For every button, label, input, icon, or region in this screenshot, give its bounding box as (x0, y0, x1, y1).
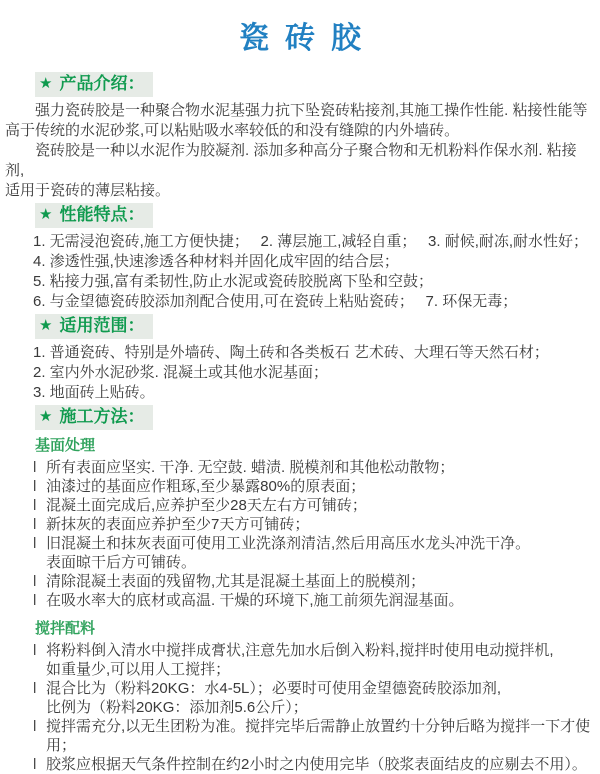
subsection-title: 搅拌配料 (35, 620, 96, 637)
scope-line: 2. 室内外水泥砂浆. 混凝土或其他水泥基面； (33, 364, 329, 381)
bullet-text (46, 717, 595, 755)
section-header-intro (35, 72, 595, 97)
list-bullet: l (33, 516, 37, 533)
star-icon: ★ (39, 75, 53, 92)
bullet-line: 混合比为（粉料20KG：水4-5L）；必要时可使用金望德瓷砖胶添加剂, (46, 680, 502, 697)
list-bullet: l (33, 573, 37, 590)
bullet-item (33, 755, 595, 774)
section-header-badge (35, 203, 153, 228)
bullet-item (33, 515, 595, 534)
document-content (5, 72, 595, 774)
bullet-line: 清除混凝土表面的残留物,尤其是混凝土基面上的脱模剂； (46, 573, 426, 590)
star-icon: ★ (39, 206, 53, 223)
bullet-item (33, 534, 595, 572)
bullet-item (33, 641, 595, 679)
list-bullet: l (33, 497, 37, 514)
paragraph-line: 瓷砖胶是一种以水泥作为胶凝剂. 添加多种高分子聚合物和无机粉料作保水剂. 粘接剂, (5, 142, 577, 179)
bullet-text (46, 641, 595, 679)
section-header-badge (35, 314, 153, 339)
paragraph-line: 适用于瓷砖的薄层粘接。 (5, 182, 171, 199)
bullet-text (46, 572, 595, 591)
bullet-text (46, 458, 595, 477)
bullet-text (46, 534, 595, 572)
star-icon: ★ (39, 408, 53, 425)
bullet-item (33, 477, 595, 496)
bullet-line: 表面晾干后方可铺砖。 (46, 554, 197, 571)
bullet-text (46, 679, 595, 717)
bullet-line: 如重量少,可以用人工搅拌； (46, 661, 231, 678)
list-bullet: l (33, 680, 37, 697)
scope-line: 1. 普通瓷砖、特别是外墙砖、陶土砖和各类板石 艺术砖、大理石等天然石材； (33, 344, 549, 361)
feature-line: 4. 渗透性强,快速渗透各种材料并固化成牢固的结合层； (33, 253, 399, 270)
section-header-scope (35, 314, 595, 339)
list-bullet: l (33, 592, 37, 609)
list-bullet: l (33, 478, 37, 495)
bullet-item (33, 496, 595, 515)
bullet-item (33, 717, 595, 755)
feature-line: 5. 粘接力强,富有柔韧性,防止水泥或瓷砖胶脱离下坠和空鼓； (33, 273, 434, 290)
bullet-line: 在吸水率大的底材或高温. 干燥的环境下,施工前须先润湿基面。 (46, 592, 464, 609)
intro-paragraph (5, 101, 595, 141)
bullet-line: 所有表面应坚实. 干净. 无空鼓. 蜡渍. 脱模剂和其他松动散物； (46, 459, 455, 476)
bullet-item (33, 458, 595, 477)
bullet-item (33, 591, 595, 610)
bullet-line: 混凝土面完成后,应养护至少28天左右方可铺砖； (46, 497, 367, 514)
section-header-label: 施工方法： (59, 407, 145, 426)
section-header-label: 产品介绍： (59, 74, 145, 93)
bullet-item (33, 572, 595, 591)
subsection-title: 基面处理 (35, 437, 96, 454)
list-bullet: l (33, 756, 37, 773)
paragraph-line: 强力瓷砖胶是一种聚合物水泥基强力抗下坠瓷砖粘接剂,其施工操作性能. 粘接性能等 (35, 102, 588, 119)
section-header-badge (35, 405, 153, 430)
bullet-line: 将粉料倒入清水中搅拌成膏状,注意先加水后倒入粉料,搅拌时使用电动搅拌机, (46, 642, 554, 659)
bullet-line: 胶浆应根据天气条件控制在约2小时之内使用完毕（胶浆表面结皮的应剔去不用）。 (46, 756, 587, 773)
bullet-line: 油漆过的基面应作粗琢,至少暴露80%的原表面； (46, 478, 366, 495)
bullet-text (46, 515, 595, 534)
list-bullet: l (33, 718, 37, 735)
bullet-line: 旧混凝土和抹灰表面可使用工业洗涤剂清洁,然后用高压水龙头冲洗干净。 (46, 535, 531, 552)
section-header-label: 适用范围： (59, 316, 145, 335)
bullet-line: 搅拌需充分,以无生团粉为准。搅拌完毕后需静止放置约十分钟后略为搅拌一下才使用； (46, 718, 591, 754)
section-header-label: 性能特点： (59, 205, 145, 224)
star-icon: ★ (39, 317, 53, 334)
list-bullet: l (33, 535, 37, 552)
intro-paragraph (5, 141, 595, 201)
bullet-line: 比例为（粉料20KG：添加剂5.6公斤）； (46, 699, 308, 716)
bullet-text (46, 477, 595, 496)
feature-line: 6. 与金望德瓷砖胶添加剂配合使用,可在瓷砖上粘贴瓷砖； 7. 环保无毒； (33, 293, 518, 310)
section-header-badge (35, 72, 153, 97)
feature-line: 1. 无需浸泡瓷砖,施工方便快捷； 2. 薄层施工,减轻自重； 3. 耐候,耐冻,耐水性好； (33, 233, 589, 250)
bullet-text (46, 755, 595, 774)
bullet-text (46, 496, 595, 515)
scope-line: 3. 地面砖上贴砖。 (33, 384, 155, 401)
section-header-method (35, 405, 595, 430)
section-header-features (35, 203, 595, 228)
bullet-line: 新抹灰的表面应养护至少7天方可铺砖； (46, 516, 310, 533)
bullet-item (33, 679, 595, 717)
list-bullet: l (33, 642, 37, 659)
list-bullet: l (33, 459, 37, 476)
page-title: 瓷砖胶 (239, 22, 377, 55)
bullet-text (46, 591, 595, 610)
paragraph-line: 高于传统的水泥砂浆,可以粘贴吸水率较低的和没有缝隙的内外墙砖。 (5, 122, 460, 139)
